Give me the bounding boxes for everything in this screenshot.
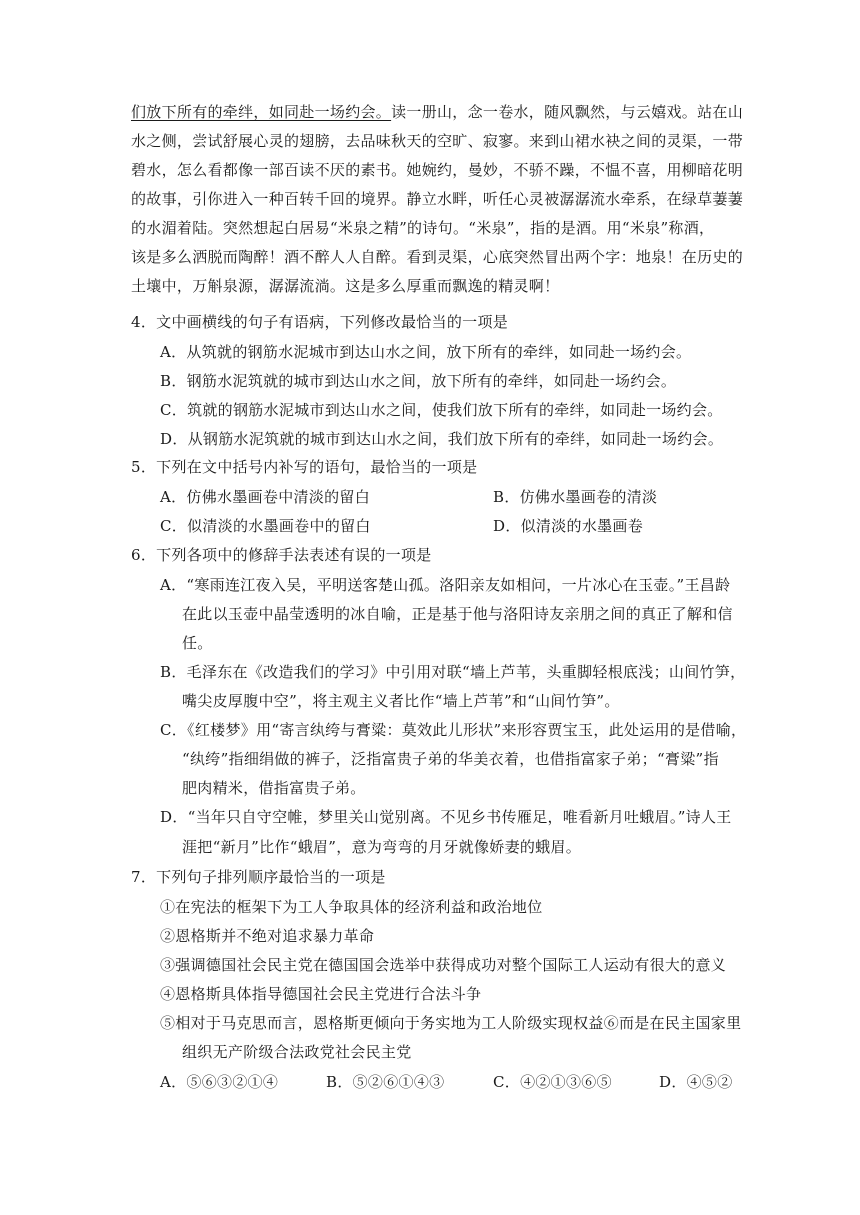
question-7-item-cont: 组织无产阶级合法政党社会民主党 bbox=[182, 1043, 412, 1061]
question-5-option-c: C．似清淡的水墨画卷中的留白 bbox=[160, 517, 371, 535]
passage-line-1 bbox=[131, 101, 743, 123]
passage-line: 的故事，引你进入一种百转千回的境界。静立水畔，听任心灵被潺潺流水牵系，在绿草萋萋 bbox=[131, 190, 744, 208]
passage-line: 该是多么洒脱而陶醉！酒不醉人人自醉。看到灵渠，心底突然冒出两个字：地泉！在历史的 bbox=[131, 248, 744, 266]
question-6-option-c-cont: 肥肉精米，借指富贵子弟。 bbox=[182, 779, 366, 797]
question-4-option-a: A．从筑就的钢筋水泥城市到达山水之间，放下所有的牵绊，如同赴一场约会。 bbox=[160, 343, 692, 361]
question-6-option-c: C．《红楼梦》用“寄言纨绔与膏粱：莫效此儿形状”来形容贾宝玉，此处运用的是借喻， bbox=[160, 721, 747, 739]
passage-line: 碧水，怎么看都像一部百读不厌的素书。她婉约，曼妙，不骄不躁，不愠不喜，用柳暗花明 bbox=[131, 161, 744, 179]
passage-line: 的水湄着陆。突然想起白居易“米泉之精”的诗句。“米泉”，指的是酒。用“米泉”称酒， bbox=[131, 219, 715, 237]
question-5-option-d: D．似清淡的水墨画卷 bbox=[493, 517, 644, 535]
passage-line: 土壤中，万斛泉源，潺潺流淌。这是多么厚重而飘逸的精灵啊！ bbox=[131, 277, 560, 295]
question-6-option-a-cont: 任。 bbox=[182, 634, 213, 652]
underlined-sentence: 们放下所有的牵绊，如同赴一场约会。 bbox=[131, 103, 392, 121]
question-4-option-c: C．筑就的钢筋水泥城市到达山水之间，使我们放下所有的牵绊，如同赴一场约会。 bbox=[160, 401, 723, 419]
question-6-option-b-cont: 嘴尖皮厚腹中空”，将主观主义者比作“墙上芦苇”和“山间竹笋”。 bbox=[182, 692, 620, 710]
question-5-option-b: B．仿佛水墨画卷的清淡 bbox=[493, 488, 658, 506]
passage-line: 水之侧，尝试舒展心灵的翅膀，去品味秋天的空旷、寂寥。来到山裙水袂之间的灵渠，一带 bbox=[131, 132, 744, 150]
passage-line-1-rest: 读一册山，念一卷水，随风飘然，与云嬉戏。站在山 bbox=[391, 103, 744, 121]
question-7-item: ②恩格斯并不绝对追求暴力革命 bbox=[160, 927, 375, 945]
question-6-option-c-cont: “纨绔”指细绢做的裤子，泛指富贵子弟的华美衣着，也借指富家子弟；“膏粱”指 bbox=[182, 750, 719, 768]
question-6-option-a: A．“寒雨连江夜入吴，平明送客楚山孤。洛阳亲友如相问，一片冰心在玉壶。”王昌龄 bbox=[160, 576, 731, 594]
question-5-stem: 5．下列在文中括号内补写的语句，最恰当的一项是 bbox=[131, 458, 478, 476]
question-7-item: ⑤相对于马克思而言，恩格斯更倾向于务实地为工人阶级实现权益⑥而是在民主国家里 bbox=[160, 1014, 742, 1032]
question-6-option-d: D．“当年只自守空帷，梦里关山觉别离。不见乡书传雁足，唯看新月吐蛾眉。”诗人王 bbox=[160, 808, 732, 826]
question-7-option-c: C．④②①③⑥⑤ bbox=[493, 1073, 612, 1091]
question-6-option-b: B．毛泽东在《改造我们的学习》中引用对联“墙上芦苇，头重脚轻根底浅；山间竹笋， bbox=[160, 663, 746, 681]
question-7-option-b: B．⑤②⑥①④③ bbox=[326, 1073, 445, 1091]
question-7-option-d: D．④⑤② bbox=[659, 1073, 733, 1091]
question-7-stem: 7．下列句子排列顺序最恰当的一项是 bbox=[131, 868, 386, 886]
question-4-stem: 4．文中画横线的句子有语病，下列修改最恰当的一项是 bbox=[131, 313, 509, 331]
question-7-item: ③强调德国社会民主党在德国国会选举中获得成功对整个国际工人运动有很大的意义 bbox=[160, 956, 727, 974]
question-7-item: ①在宪法的框架下为工人争取具体的经济利益和政治地位 bbox=[160, 898, 543, 916]
question-7-item: ④恩格斯具体指导德国社会民主党进行合法斗争 bbox=[160, 985, 482, 1003]
question-6-stem: 6．下列各项中的修辞手法表述有误的一项是 bbox=[131, 546, 432, 564]
question-4-option-b: B．钢筋水泥筑就的城市到达山水之间，放下所有的牵绊，如同赴一场约会。 bbox=[160, 372, 677, 390]
question-6-option-d-cont: 涯把“新月”比作“蛾眉”，意为弯弯的月牙就像娇妻的蛾眉。 bbox=[182, 838, 582, 856]
question-4-option-d: D．从钢筋水泥筑就的城市到达山水之间，我们放下所有的牵绊，如同赴一场约会。 bbox=[160, 430, 724, 448]
question-5-option-a: A．仿佛水墨画卷中清淡的留白 bbox=[160, 488, 371, 506]
question-6-option-a-cont: 在此以玉壶中晶莹透明的冰自喻，正是基于他与洛阳诗友亲朋之间的真正了解和信 bbox=[182, 605, 733, 623]
question-7-option-a: A．⑤⑥③②①④ bbox=[160, 1073, 279, 1091]
